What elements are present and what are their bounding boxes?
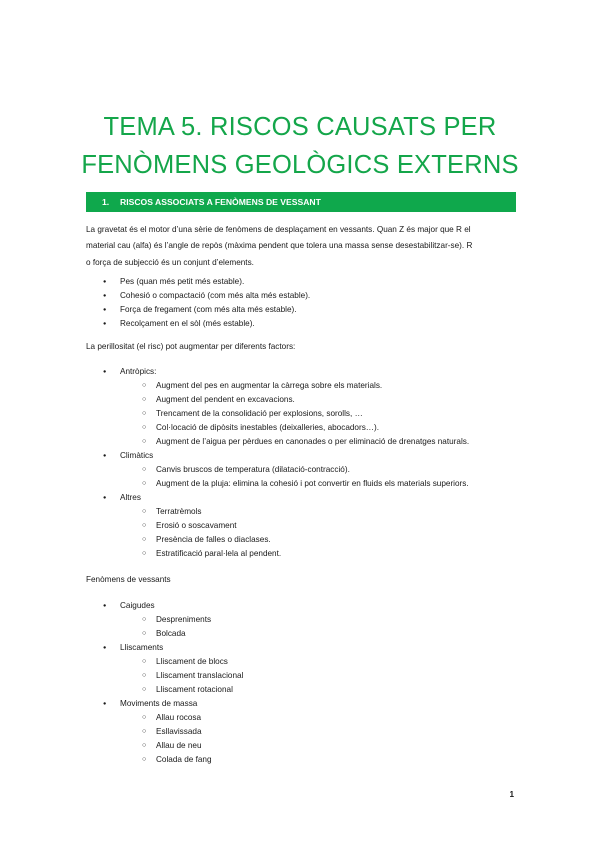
page-number: 1 [509,790,514,799]
danger-category: ● Antròpics: [86,365,526,379]
section-heading-bar [86,192,516,212]
stability-factors-list [86,275,526,331]
list-item: ○ Augment de l’aigua per pèrdues en canonades o per eliminació de drenatges naturals. [86,435,526,449]
list-item: ○ Augment del pes en augmentar la càrrega sobre els materials. [86,379,526,393]
phenomena-intro: Fenòmens de vessants [86,575,171,584]
list-item: ○ Augment del pendent en excavacions. [86,393,526,407]
list-item: ○ Lliscament translacional [86,669,526,683]
list-item: ○ Colada de fang [86,753,526,767]
list-item: ● Cohesió o compactació (com més alta més estable). [86,289,526,303]
danger-category: ● Climàtics [86,449,526,463]
danger-intro: La perillositat (el risc) pot augmentar per diferents factors: [86,342,296,351]
list-item: ○ Allau de neu [86,739,526,753]
list-item: ○ Erosió o soscavament [86,519,526,533]
intro-paragraph [86,222,518,271]
list-item: ○ Augment de la pluja: elimina la cohesió i pot convertir en fluids els materials superiors. [86,477,526,491]
list-item: ● Recolçament en el sòl (més estable). [86,317,526,331]
list-item: ○ Bolcada [86,627,526,641]
section-heading: RISCOS ASSOCIATS A FENÒMENS DE VESSANT [120,197,321,207]
phenomena-category: ● Caigudes [86,599,526,613]
list-item: ○ Allau rocosa [86,711,526,725]
list-item: ● Pes (quan més petit més estable). [86,275,526,289]
intro-line: material cau (alfa) és l’angle de repòs (màxima pendent que tolera una massa sense desestabilitzar-se). R [86,241,473,251]
list-item: ○ Trencament de la consolidació per explosions, sorolls, … [86,407,526,421]
list-item: ○ Canvis bruscos de temperatura (dilatació-contracció). [86,463,526,477]
section-number: 1. [102,197,110,207]
page-title [0,108,600,184]
phenomena-category: ● Lliscaments [86,641,526,655]
intro-line: o força de subjecció és un conjunt d’elements. [86,257,254,267]
list-item: ○ Esllavissada [86,725,526,739]
list-item: ○ Estratificació paral·lela al pendent. [86,547,526,561]
title-line-2: FENÒMENS GEOLÒGICS EXTERNS [81,151,519,179]
title-line-1: TEMA 5. RISCOS CAUSATS PER [103,113,497,141]
phenomena-category: ● Moviments de massa [86,697,526,711]
list-item: ○ Despreniments [86,613,526,627]
danger-factors-list [86,365,526,561]
list-item: ○ Terratrèmols [86,505,526,519]
phenomena-list [86,599,526,767]
list-item: ○ Presència de falles o diaclases. [86,533,526,547]
list-item: ○ Lliscament rotacional [86,683,526,697]
list-item: ○ Col·locació de dipòsits inestables (deixalleries, abocadors…). [86,421,526,435]
intro-line: La gravetat és el motor d’una sèrie de fenòmens de desplaçament en vessants. Quan Z és major que R el [86,225,471,234]
danger-category: ● Altres [86,491,526,505]
list-item: ● Força de fregament (com més alta més estable). [86,303,526,317]
list-item: ○ Lliscament de blocs [86,655,526,669]
